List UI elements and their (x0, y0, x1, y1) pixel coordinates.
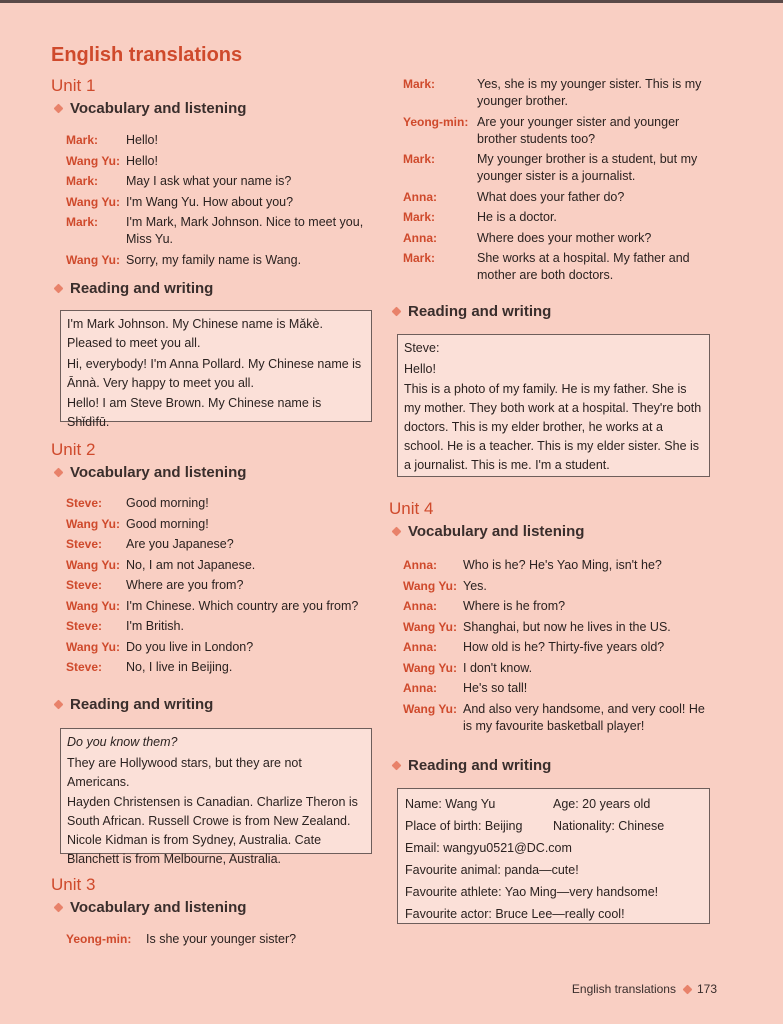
diamond-bullet-icon (54, 104, 64, 114)
paragraph: Hi, everybody! I'm Anna Pollard. My Chinese name is Ānnà. Very happy to meet you all. (67, 356, 362, 390)
speaker: Wang Yu: (66, 598, 120, 613)
dialogue-line (403, 598, 713, 615)
profile-age: Age: 20 years old (553, 797, 651, 811)
diamond-bullet-icon (683, 984, 693, 994)
utterance: Where does your mother work? (477, 230, 652, 245)
utterance: What does your father do? (477, 189, 625, 204)
profile-email: Email: wangyu0521@DC.com (405, 841, 572, 855)
speaker: Mark: (403, 77, 436, 91)
unit-4-title: Unit 4 (389, 499, 434, 518)
unit-4-profile-box (397, 788, 710, 924)
speaker: Wang Yu: (403, 619, 457, 634)
speaker: Mark: (403, 210, 436, 224)
diamond-bullet-icon (392, 761, 402, 771)
dialogue-line (403, 701, 713, 735)
utterance: I'm Wang Yu. How about you? (126, 194, 294, 209)
speaker: Mark: (66, 215, 99, 229)
dialogue-line (403, 557, 713, 574)
speaker: Steve: (66, 496, 103, 510)
utterance: Who is he? He's Yao Ming, isn't he? (463, 558, 662, 572)
paragraph: I'm Mark Johnson. My Chinese name is Mǎkè. Pleased to meet you all. (67, 317, 323, 350)
utterance: I don't know. (463, 660, 533, 675)
page-title: English translations (51, 44, 243, 66)
speaker: Wang Yu: (66, 557, 120, 572)
dialogue-line (66, 659, 371, 676)
utterance: Shanghai, but now he lives in the US. (463, 619, 671, 634)
dialogue-line (66, 577, 371, 594)
profile-animal: Favourite animal: panda—cute! (405, 863, 579, 877)
unit-2-dialogue (66, 495, 371, 680)
unit-2-reading-heading: Reading and writing (51, 696, 213, 713)
profile-row (405, 793, 702, 815)
utterance: My younger brother is a student, but my younger sister is a journalist. (477, 152, 698, 183)
speaker: Anna: (403, 189, 437, 204)
diamond-bullet-icon (392, 307, 402, 317)
utterance: No, I live in Beijing. (126, 660, 233, 674)
speaker: Anna: (403, 681, 437, 695)
utterance: May I ask what your name is? (126, 174, 292, 188)
unit-2-vocab-heading: Vocabulary and listening (51, 464, 246, 481)
speaker: Wang Yu: (66, 639, 120, 654)
profile-birth: Place of birth: Beijing (405, 819, 523, 833)
dialogue-line (403, 578, 713, 595)
utterance: Hello! (126, 153, 158, 168)
speaker: Steve: (66, 619, 103, 633)
utterance: Hello! (126, 133, 158, 147)
utterance: Sorry, my family name is Wang. (126, 252, 302, 267)
unit-3-dialogue (403, 76, 715, 288)
utterance: Good morning! (126, 516, 209, 531)
dialogue-line (66, 598, 371, 615)
utterance: Do you live in London? (126, 639, 254, 654)
dialogue-line (66, 618, 371, 635)
dialogue-line (66, 252, 371, 269)
unit-4-vocab-heading: Vocabulary and listening (389, 523, 584, 540)
unit-3-reading-box (397, 334, 710, 477)
dialogue-line (403, 151, 715, 185)
speaker: Wang Yu: (66, 252, 120, 267)
utterance: He's so tall! (463, 681, 528, 695)
dialogue-line (403, 619, 713, 636)
speaker: Anna: (403, 599, 437, 613)
diamond-bullet-icon (54, 468, 64, 478)
utterance: She works at a hospital. My father and mother are both doctors. (477, 251, 690, 282)
dialogue-line (403, 660, 713, 677)
speaker: Anna: (403, 230, 437, 245)
utterance: Are your younger sister and younger brother students too? (477, 114, 680, 146)
utterance: Is she your younger sister? (146, 932, 297, 946)
profile-nationality: Nationality: Chinese (553, 819, 665, 833)
dialogue-line (66, 194, 371, 211)
speaker: Wang Yu: (403, 578, 457, 593)
paragraph: Hayden Christensen is Canadian. Charlize Theron is South African. Russell Crowe is from New Zealand. Nicole Kidman is from Sydney, Australia. Cate Blanchett is from Melbourne, Australia. (67, 795, 358, 866)
dialogue-line (403, 230, 715, 247)
dialogue-line (66, 931, 371, 948)
utterance: Yes. (463, 578, 487, 593)
unit-1-reading-heading: Reading and writing (51, 280, 213, 297)
utterance: Are you Japanese? (126, 537, 234, 551)
profile-athlete: Favourite athlete: Yao Ming—very handsome! (405, 885, 659, 899)
speaker: Mark: (66, 133, 99, 147)
diamond-bullet-icon (54, 284, 64, 294)
dialogue-line (66, 173, 371, 190)
speaker: Mark: (403, 251, 436, 265)
utterance: Where are you from? (126, 578, 244, 592)
dialogue-line (66, 132, 371, 149)
dialogue-line (403, 250, 715, 284)
speaker: Steve: (66, 537, 103, 551)
paragraph: Hello! (404, 361, 436, 376)
unit-1-reading-box (60, 310, 372, 429)
paragraph: They are Hollywood stars, but they are not Americans. (67, 755, 302, 789)
unit-1-vocab-heading: Vocabulary and listening (51, 100, 246, 117)
utterance: Where is he from? (463, 599, 566, 613)
diamond-bullet-icon (54, 903, 64, 913)
unit-3-vocab-heading: Vocabulary and listening (51, 899, 246, 916)
speaker: Wang Yu: (403, 660, 457, 675)
dialogue-line (66, 557, 371, 574)
dialogue-line (403, 114, 715, 148)
utterance: I'm British. (126, 619, 184, 633)
dialogue-line (403, 76, 715, 110)
speaker: Anna: (403, 640, 437, 654)
utterance: How old is he? Thirty-five years old? (463, 640, 665, 654)
unit-3-dialogue-start (66, 931, 371, 952)
dialogue-line (66, 214, 371, 248)
diamond-bullet-icon (54, 700, 64, 710)
dialogue-line (403, 209, 715, 226)
dialogue-line (403, 680, 713, 697)
speaker: Wang Yu: (66, 516, 120, 531)
speaker: Yeong-min: (403, 114, 469, 129)
unit-4-dialogue (403, 557, 713, 738)
utterance: Yes, she is my younger sister. This is my younger brother. (477, 77, 702, 108)
profile-row (405, 815, 702, 837)
unit-1-dialogue (66, 132, 371, 272)
speaker: Steve: (66, 660, 103, 674)
speaker: Wang Yu: (66, 153, 120, 168)
unit-2-reading-box (60, 728, 372, 866)
profile-actor: Favourite actor: Bruce Lee—really cool! (405, 907, 625, 921)
speaker: Mark: (403, 152, 436, 166)
speaker: Steve: (66, 578, 103, 592)
speaker: Mark: (66, 174, 99, 188)
profile-name: Name: Wang Yu (405, 797, 496, 811)
dialogue-line (66, 516, 371, 533)
dialogue-line (66, 495, 371, 512)
utterance: I'm Mark, Mark Johnson. Nice to meet you, Miss Yu. (126, 215, 364, 246)
unit-1-title: Unit 1 (51, 76, 96, 95)
footer-text: English translations (571, 982, 676, 996)
page-number: 173 (696, 982, 717, 996)
dialogue-line (403, 189, 715, 206)
utterance: I'm Chinese. Which country are you from? (126, 598, 359, 613)
utterance: Good morning! (126, 496, 209, 510)
unit-2-title: Unit 2 (51, 440, 96, 459)
utterance: No, I am not Japanese. (126, 557, 256, 572)
unit-3-title: Unit 3 (51, 875, 96, 894)
dialogue-line (66, 536, 371, 553)
utterance: And also very handsome, and very cool! He is my favourite basketball player! (463, 701, 705, 733)
paragraph: Hello! I am Steve Brown. My Chinese name is Shǐdìfū. (67, 396, 322, 429)
dialogue-line (66, 639, 371, 656)
speaker: Yeong-min: (66, 932, 132, 946)
utterance: He is a doctor. (477, 210, 557, 224)
dialogue-line (66, 153, 371, 170)
box-title: Do you know them? (67, 735, 178, 749)
unit-3-reading-heading: Reading and writing (389, 303, 551, 320)
unit-4-reading-heading: Reading and writing (389, 757, 551, 774)
page-footer (572, 982, 717, 996)
paragraph: This is a photo of my family. He is my father. She is my mother. They both work at a hospital. They're both doctors. This is my elder brother, he works at a school. He is a teacher. This is my elder sister. She is a journalist. This is me. I'm a student. (404, 382, 702, 472)
diamond-bullet-icon (392, 527, 402, 537)
speaker: Wang Yu: (403, 701, 457, 716)
paragraph: Steve: (404, 341, 440, 355)
top-rule (0, 0, 783, 3)
dialogue-line (403, 639, 713, 656)
speaker: Anna: (403, 558, 437, 572)
speaker: Wang Yu: (66, 194, 120, 209)
